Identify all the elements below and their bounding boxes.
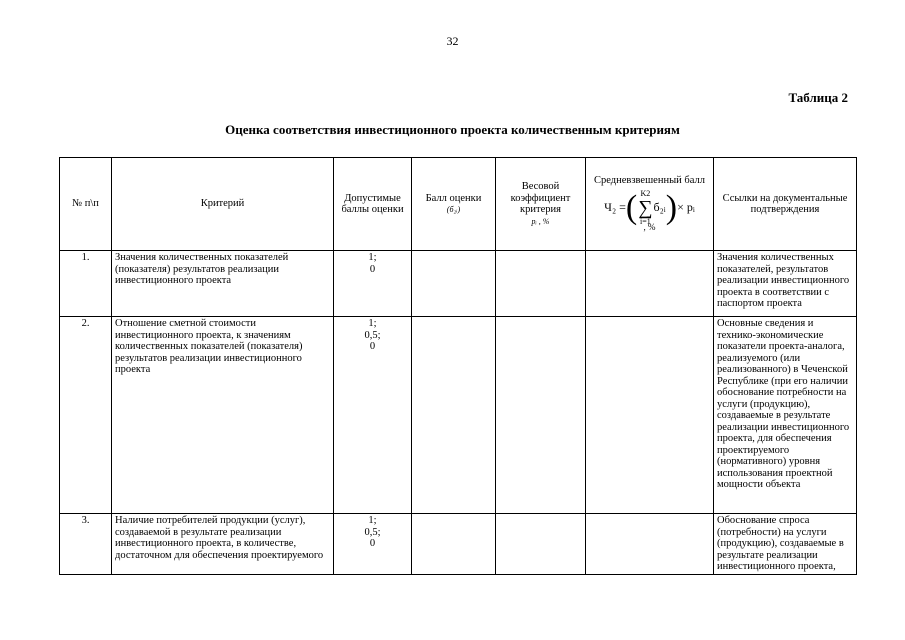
header-weight [496, 158, 586, 251]
row-weighted-score [586, 317, 714, 514]
formula-left-paren: ( [625, 189, 638, 226]
table-row [60, 514, 857, 575]
row-allowed-scores: 1; 0,5; 0 [334, 317, 412, 514]
header-weighted-score [586, 158, 714, 251]
table-label: Таблица 2 [788, 90, 848, 105]
row-allowed-scores: 1; 0,5; 0 [334, 514, 412, 575]
row-references: Обоснование спроса (потребности) на услуги (продукцию), создаваемые в результате реализации инвестиционного проекта, [714, 514, 857, 575]
row-weighted-score [586, 514, 714, 575]
row-references: Основные сведения и технико-экономические показатели проекта-аналога, реализуемого (или реализованного) в Чеченской Республике (при его наличии обоснование потребности на услуги (продукцию), создаваемые в результате реализации инвестиционного проекта, для обеспечения проектируемого (нормативного) уровня использования проектной мощности объекта [714, 317, 857, 514]
formula-lower-limit: i=1 [640, 217, 651, 226]
header-score [412, 158, 496, 251]
row-criterion: Значения количественных показателей (показателя) результатов реализации инвестиционного проекта [112, 251, 334, 317]
document-title: Оценка соответствия инвестиционного проекта количественным критериям [225, 122, 680, 137]
criteria-table [59, 157, 857, 575]
formula-term: б₂ᵢ [653, 200, 666, 215]
header-references: Ссылки на документальные подтверждения [714, 158, 857, 251]
formula-sum [638, 190, 652, 226]
row-allowed-scores: 1; 0 [334, 251, 412, 317]
header-weight-symbol: pᵢ , % [531, 216, 550, 226]
row-weight [496, 514, 586, 575]
row-weight [496, 251, 586, 317]
header-row [60, 158, 857, 251]
row-references: Значения количественных показателей, результатов реализации инвестиционного проекта в соответствии с паспортом проекта [714, 251, 857, 317]
sigma-icon: ∑ [638, 197, 653, 219]
table-row [60, 251, 857, 317]
formula-upper-limit: K2 [640, 189, 651, 198]
formula-lhs: Ч₂ = [604, 200, 626, 215]
header-number: № п\п [60, 158, 112, 251]
row-score [412, 251, 496, 317]
row-weight [496, 317, 586, 514]
row-number: 1. [60, 251, 112, 317]
row-number: 2. [60, 317, 112, 514]
row-criterion: Наличие потребителей продукции (услуг), создаваемой в результате реализации инвестиционного проекта, в количестве, достаточном для обеспечения проектируемого [112, 514, 334, 575]
table-row [60, 317, 857, 514]
weighted-score-formula [588, 190, 711, 226]
row-criterion: Отношение сметной стоимости инвестиционного проекта, к значениям количественных показателей (показателя) результатов реализации инвестиционного проекта [112, 317, 334, 514]
header-score-symbol: (б₂ᵢ) [446, 205, 461, 214]
page-number: 32 [446, 34, 459, 48]
row-weighted-score [586, 251, 714, 317]
header-score-label: Балл оценки [425, 192, 482, 204]
row-score [412, 317, 496, 514]
header-allowed-scores: Допустимые баллы оценки [334, 158, 412, 251]
header-weighted-label: Средневзвешенный балл [594, 174, 705, 186]
row-score [412, 514, 496, 575]
row-number: 3. [60, 514, 112, 575]
formula-multiplier: × pᵢ [677, 200, 695, 215]
header-criterion: Критерий [112, 158, 334, 251]
header-weight-label: Весовой коэффициент критерия [510, 181, 571, 215]
formula-unit: , % [643, 222, 656, 232]
formula-right-paren: ) [665, 189, 678, 226]
